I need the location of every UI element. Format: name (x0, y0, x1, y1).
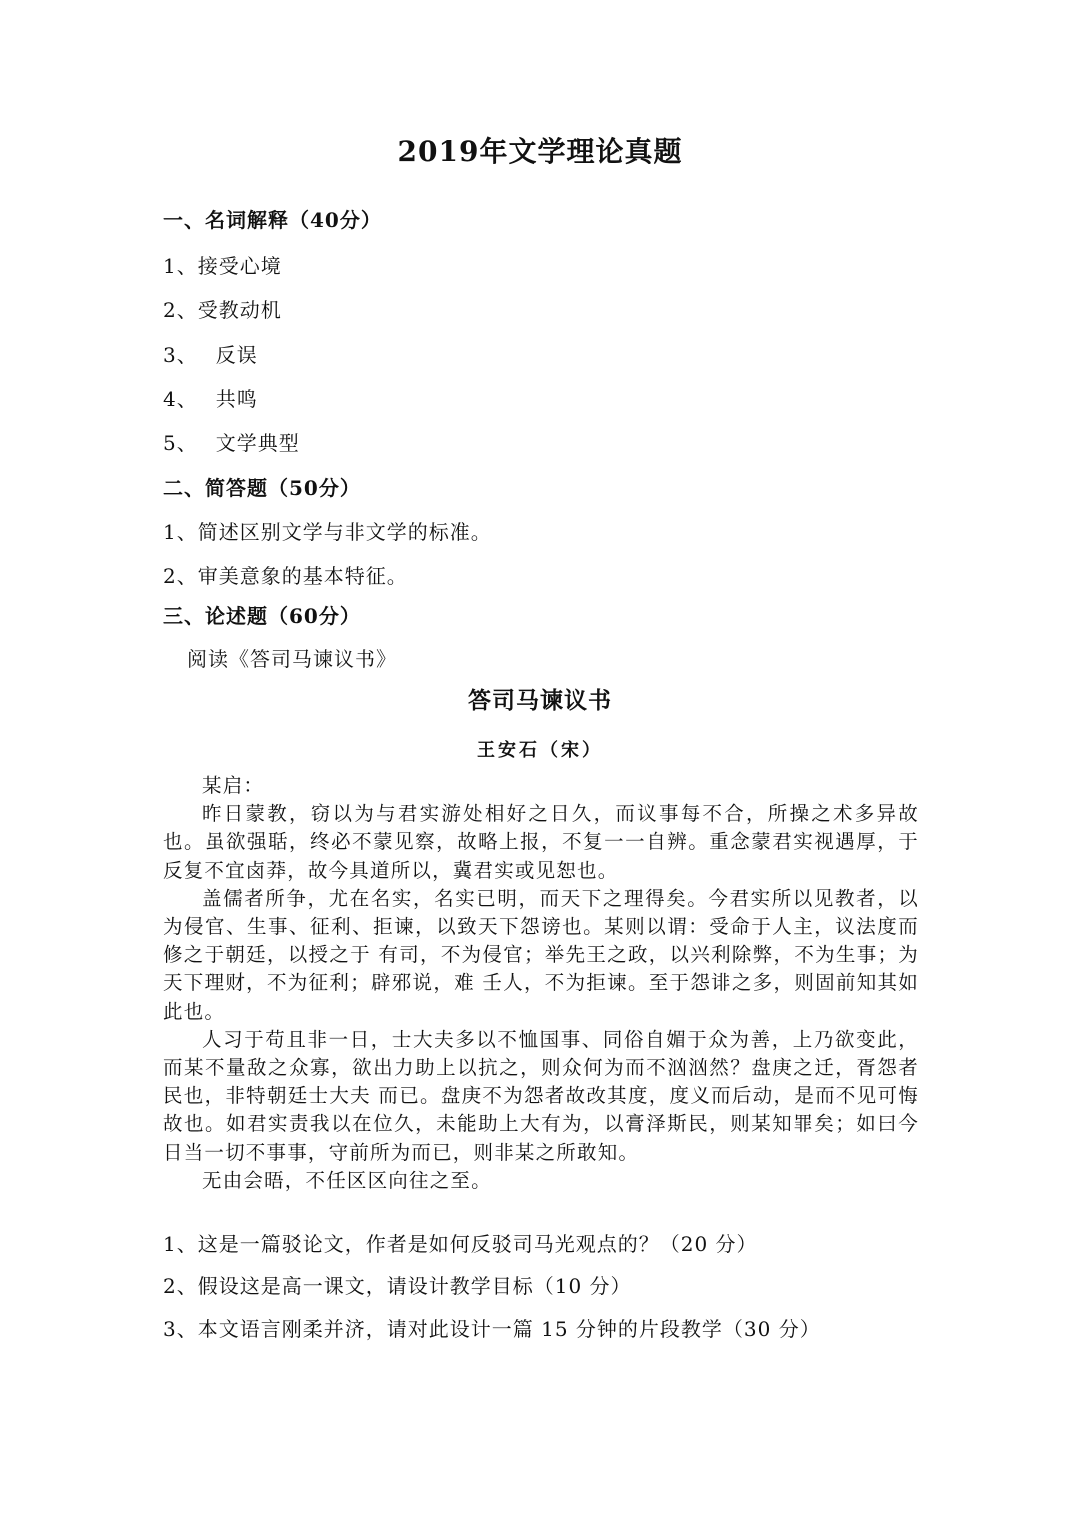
item-number: 2、 (163, 564, 198, 588)
question-1 (163, 1228, 758, 1257)
section2-item-2 (163, 560, 408, 589)
essay-body (163, 772, 919, 1195)
section2-heading: 二、简答题（50分） (163, 476, 361, 500)
essay-greeting: 某启： (202, 774, 265, 797)
item-text: 审美意象的基本特征。 (197, 564, 408, 588)
section1-item-1 (163, 250, 282, 279)
essay-title: 答司马谏议书 (468, 687, 612, 714)
section3-heading: 三、论述题（60分） (163, 604, 361, 628)
section1-item-3 (163, 339, 258, 368)
item-number: 1、 (163, 1232, 198, 1256)
item-number: 4、 (163, 387, 198, 411)
item-number: 2、 (163, 298, 198, 322)
section1-item-2 (163, 294, 282, 323)
essay-paragraph: 人习于苟且非一日，士大夫多以不恤国事、同俗自媚于众为善，上乃欲变此，而某不量敌之众寡，欲出力助上以抗之，则众何为而不汹汹然？盘庚之迁，胥怨者民也，非特朝廷士大夫 而已。盘庚不为怨者故改其度，度义而后动，是而不见可悔故也。如君实责我以在位久，未能助上大有为，以膏泽斯民，则某知罪矣；如曰今日当一切不事事，守前所为而已，则非某之所敢知。 (163, 1027, 919, 1164)
item-number: 1、 (163, 520, 198, 544)
question-3 (163, 1313, 821, 1342)
item-number: 3、 (163, 343, 198, 367)
item-number: 5、 (163, 431, 198, 455)
item-text: 受教动机 (197, 298, 282, 322)
section1-item-5 (163, 427, 300, 456)
question-text: 本文语言刚柔并济，请对此设计一篇 15 分钟的片段教学（30 分） (197, 1317, 821, 1341)
reading-instruction: 阅读《答司马谏议书》 (187, 647, 397, 671)
essay-author: 王安石（宋） (477, 740, 603, 761)
item-text: 反误 (215, 343, 258, 367)
essay-paragraph: 昨日蒙教，窃以为与君实游处相好之日久，而议事每不合，所操之术多异故也。虽欲强聒，终必不蒙见察，故略上报，不复一一自辨。重念蒙君实视遇厚，于反复不宜卤莽，故今具道所以，冀君实或见恕也。 (163, 802, 919, 882)
section1-heading: 一、名词解释（40分） (163, 208, 382, 232)
question-2 (163, 1270, 632, 1299)
item-text: 共鸣 (215, 387, 258, 411)
item-number: 1、 (163, 254, 198, 278)
section1-item-4 (163, 383, 258, 412)
item-number: 2、 (163, 1274, 198, 1298)
question-text: 假设这是高一课文，请设计教学目标（10 分） (197, 1274, 632, 1298)
section2-item-1 (163, 516, 492, 545)
item-number: 3、 (163, 1317, 198, 1341)
page-title: 2019年文学理论真题 (397, 135, 683, 168)
item-text: 接受心境 (197, 254, 282, 278)
item-text: 简述区别文学与非文学的标准。 (197, 520, 492, 544)
essay-closing: 无由会晤，不任区区向往之至。 (202, 1168, 492, 1192)
question-text: 这是一篇驳论文，作者是如何反驳司马光观点的？（20 分） (197, 1232, 758, 1256)
essay-paragraph: 盖儒者所争，尤在名实，名实已明，而天下之理得矣。今君实所以见教者，以为侵官、生事、征利、拒谏，以致天下怨谤也。某则以谓：受命于人主，议法度而修之于朝廷，以授之于 有司，不为侵官；举先王之政，以兴利除弊，不为生事；为天下理财，不为征利；辟邪说，难 壬人，不为拒谏。至于怨诽之多，则固前知其如此也。 (163, 886, 919, 1023)
item-text: 文学典型 (215, 431, 300, 455)
